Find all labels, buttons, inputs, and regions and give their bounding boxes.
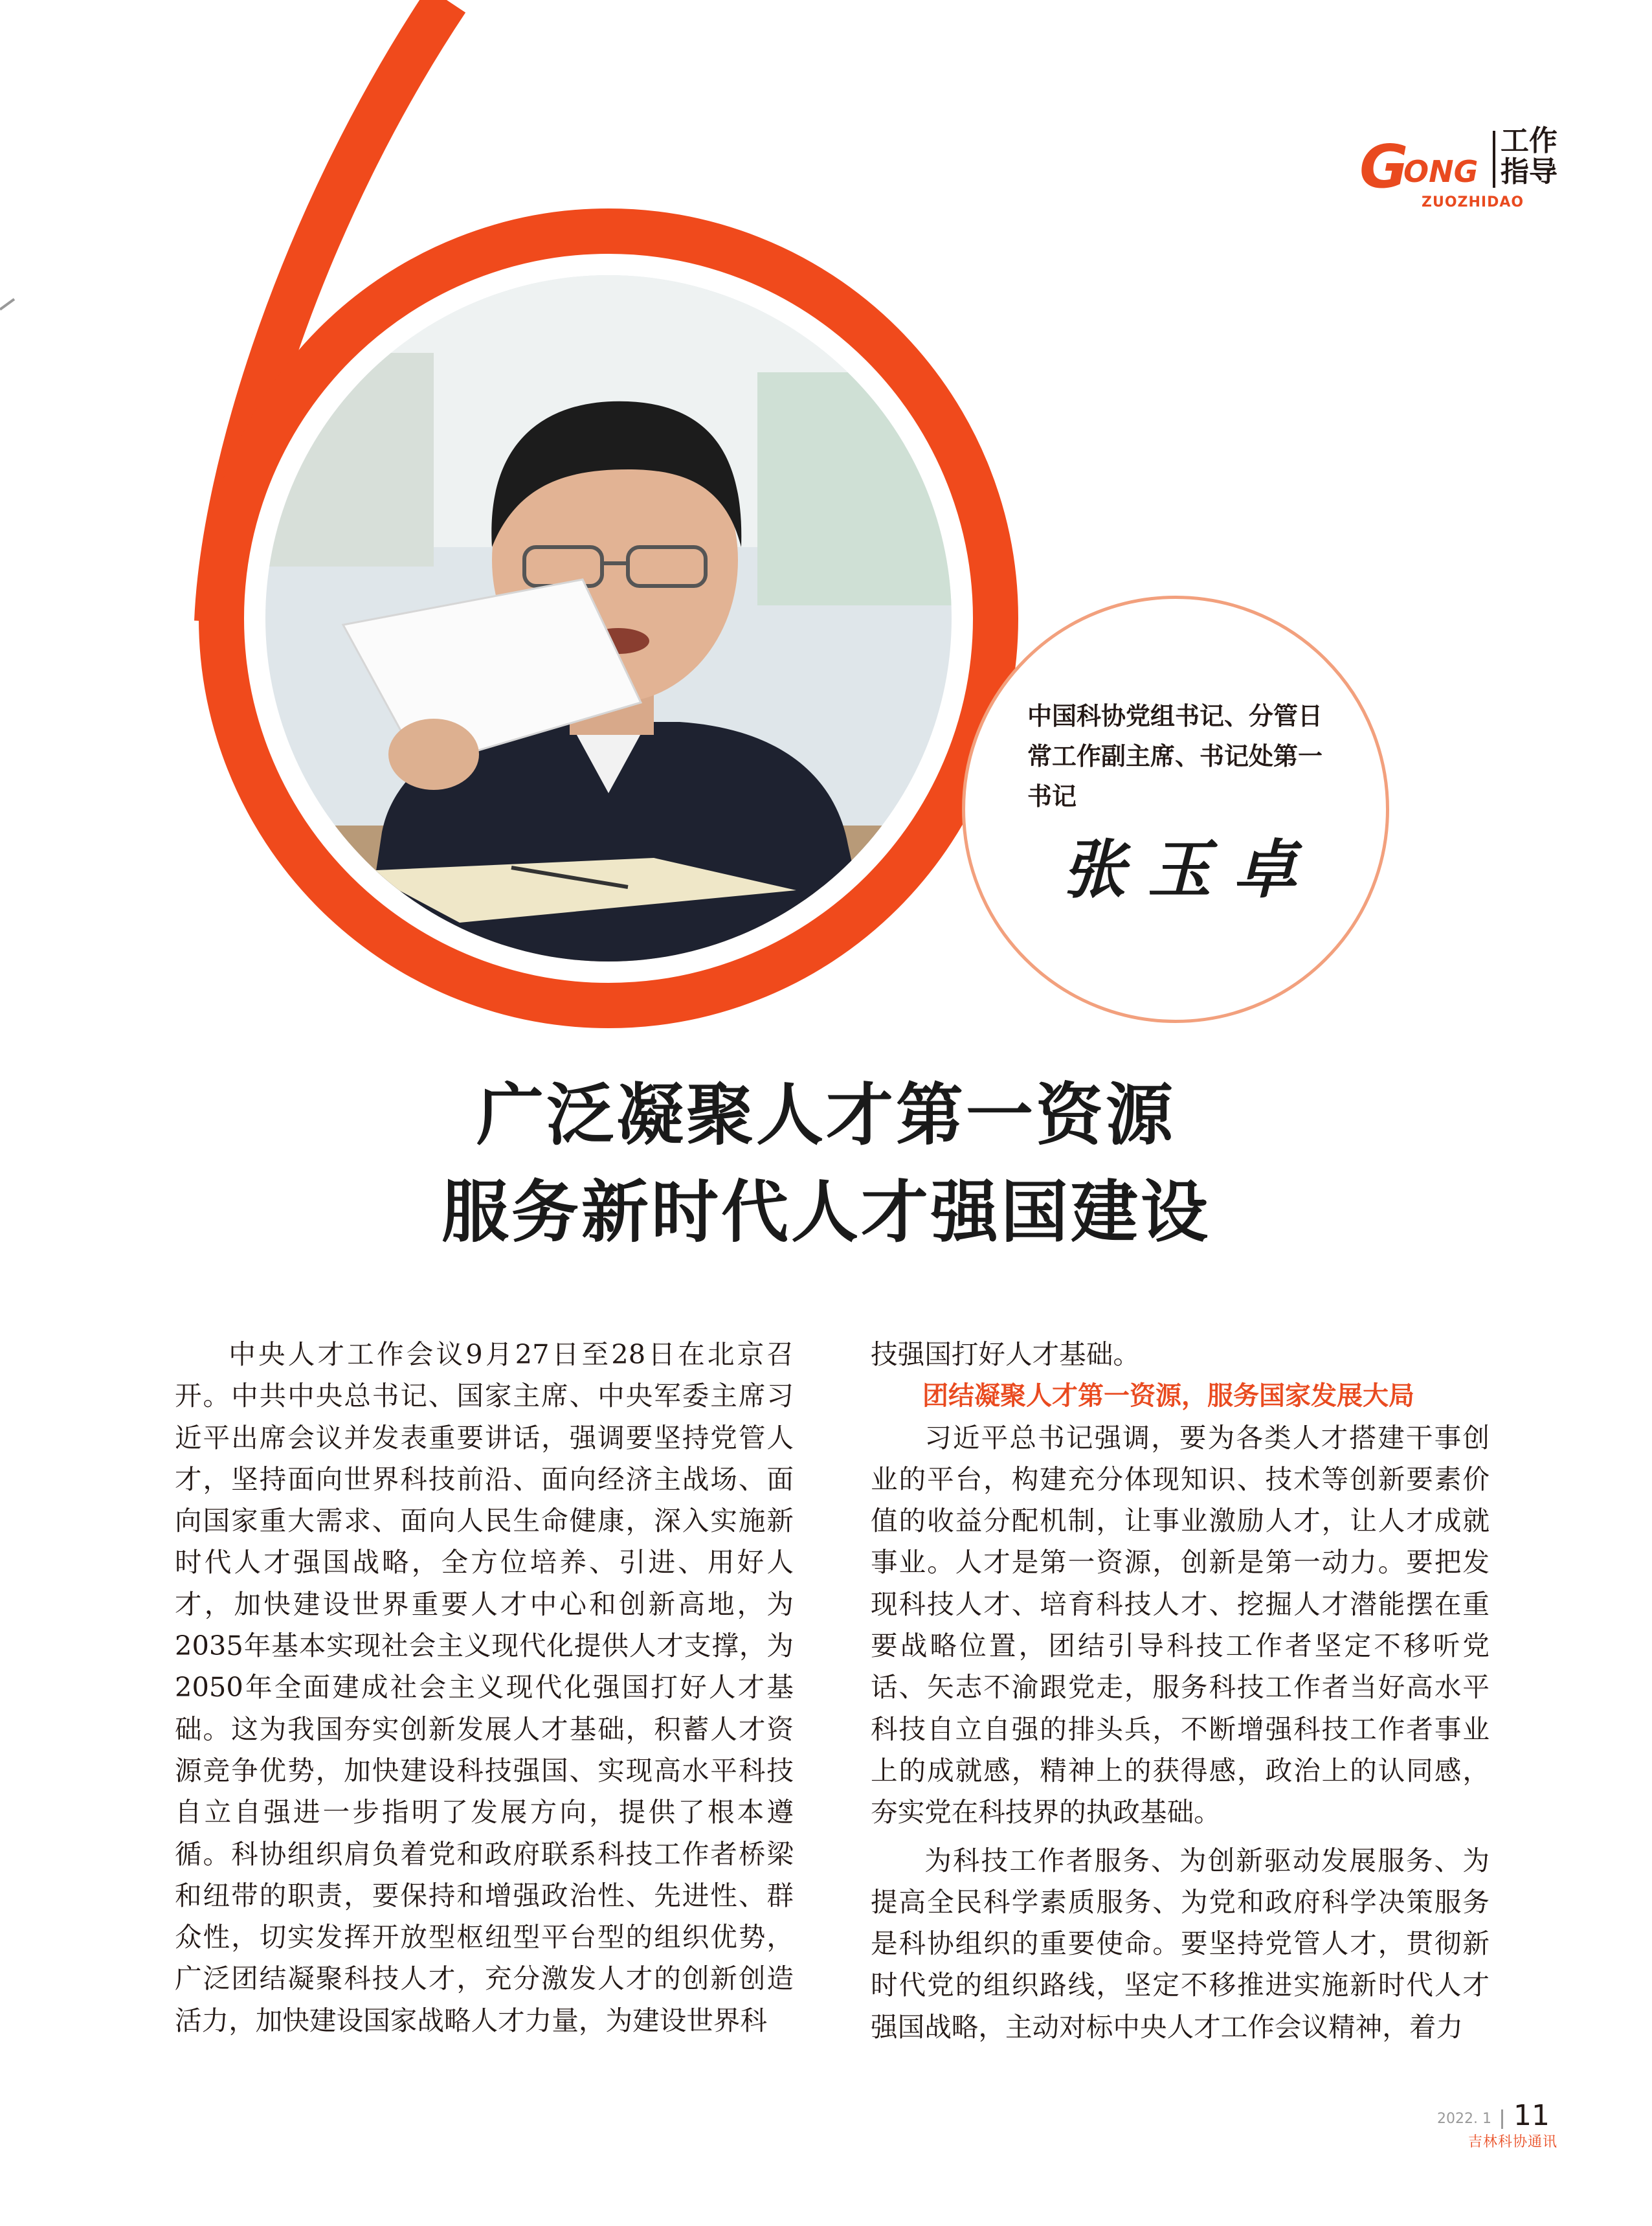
body-column-right [871, 1334, 1490, 2048]
article-title-line-2: 服务新时代人才强国建设 [441, 1173, 1211, 1252]
body-paragraph: 为科技工作者服务、为创新驱动发展服务、为提高全民科学素质服务、为党和政府科学决策服务是科协组织的重要使命。要坚持党管人才，贯彻新时代党的组织路线，坚定不移推进实施新时代人才强国战略，主动对标中央人才工作会议精神，着力 [871, 1844, 1490, 2043]
body-paragraph-continued: 技强国打好人才基础。 [871, 1338, 1140, 1370]
section-subheading: 团结凝聚人才第一资源，服务国家发展大局 [922, 1381, 1414, 1411]
portrait-photo [265, 275, 952, 961]
person-title: 中国科协党组书记、分管日常工作副主席、书记处第一书记 [1027, 702, 1323, 811]
signature-name: 张玉卓 [1062, 833, 1319, 907]
logo-bottom-text: 指导 [1501, 155, 1557, 188]
footer-divider [1501, 2109, 1503, 2129]
logo-divider [1493, 131, 1495, 188]
logo-letter: G [1359, 132, 1409, 201]
body-paragraph: 习近平总书记强调，要为各类人才搭建干事创业的平台，构建充分体现知识、技术等创新要素价值的收益分配机制，让事业激励人才，让人才成就事业。人才是第一资源，创新是第一动力。要把发现科技人才、培育科技人才、挖掘人才潜能摆在重要战略位置，团结引导科技工作者坚定不移听党话、矢志不渝跟党走，服务科技工作者当好高水平科技自立自强的排头兵，不断增强科技工作者事业上的成就感，精神上的获得感，政治上的认同感，夯实党在科技界的执政基础。 [871, 1421, 1490, 1828]
caption-circle [962, 596, 1389, 1023]
logo-rest: ONG [1403, 154, 1479, 189]
article-title-line-1: 广泛凝聚人才第一资源 [476, 1075, 1176, 1154]
page-number: 11 [1513, 2099, 1550, 2132]
logo-pinyin: ZUOZHIDAO [1422, 194, 1524, 210]
body-column-left [175, 1334, 794, 2041]
column-logo [1359, 123, 1567, 220]
body-paragraph: 中央人才工作会议9月27日至28日在北京召开。中共中央总书记、国家主席、中央军委主席习近平出席会议并发表重要讲话，强调要坚持党管人才，坚持面向世界科技前沿、面向经济主战场、面向国家重大需求、面向人民生命健康，深入实施新时代人才强国战略，全方位培养、引进、用好人才，加快建设世界重要人才中心和创新高地，为2035年基本实现社会主义现代化提供人才支撑，为2050年全面建成社会主义现代化强国打好人才基础。这为我国夯实创新发展人才基础，积蓄人才资源竞争优势，加快建设科技强国、实现高水平科技自立自强进一步指明了发展方向，提供了根本遵循。科协组织肩负着党和政府联系科技工作者桥梁和纽带的职责，要保持和增强政治性、先进性、群众性，切实发挥开放型枢纽型平台型的组织优势，广泛团结凝聚科技人才，充分激发人才的创新创造活力，加快建设国家战略人才力量，为建设世界科 [175, 1338, 794, 2036]
logo-top-text: 工作 [1501, 124, 1557, 157]
magazine-name: 吉林科协通讯 [1468, 2134, 1558, 2150]
issue-date: 2022. 1 [1437, 2111, 1491, 2127]
